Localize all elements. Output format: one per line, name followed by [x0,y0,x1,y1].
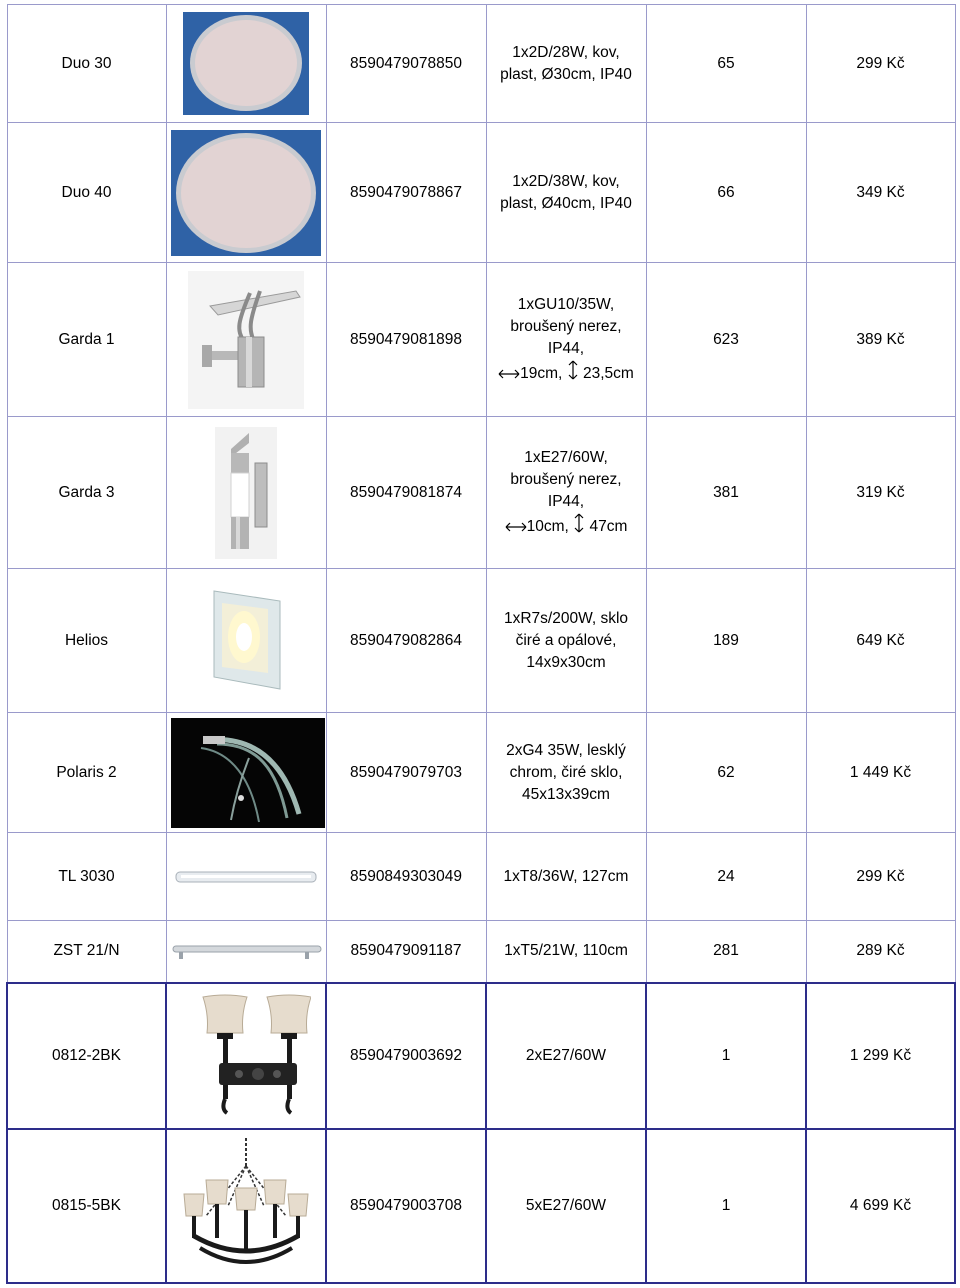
table-row [7,569,955,713]
product-quantity: 65 [646,5,806,123]
product-image [166,263,326,417]
description-line: 2xE27/60W [525,1046,607,1064]
product-image [166,983,326,1129]
product-description [486,921,646,983]
product-name: Duo 30 [7,5,166,123]
product-ean: 8590479081874 [326,417,486,569]
product-image [166,713,326,833]
round-disc-light-image [183,12,309,115]
product-description [486,123,646,263]
description-line: 45x13x39cm [522,785,610,803]
product-name: Garda 3 [7,417,166,569]
product-ean: 8590849303049 [326,833,486,921]
round-disc-light-image [171,130,321,256]
description-line: 2xG4 35W, lesklý [506,741,626,759]
height-value: 23,5cm [583,365,634,382]
width-value: 10cm, [526,518,569,535]
steel-wall-lamp-image [188,271,304,409]
description-line: chrom, čiré sklo, [509,763,623,781]
description-line: 1x2D/38W, kov, [512,172,620,190]
product-name: Polaris 2 [7,713,166,833]
product-name: Garda 1 [7,263,166,417]
product-ean: 8590479078867 [326,123,486,263]
product-price: 389 Kč [806,263,955,417]
chrome-glass-lamp-image [171,718,325,828]
product-image [166,5,326,123]
table-row [7,833,955,921]
product-price: 349 Kč [806,123,955,263]
product-ean: 8590479078850 [326,5,486,123]
description-line: 5xE27/60W [525,1196,607,1214]
table-row [7,983,955,1129]
product-quantity: 66 [646,123,806,263]
tube-light-image [175,870,317,884]
product-name: 0812-2BK [7,983,166,1129]
description-line: 1xGU10/35W, [517,296,615,313]
product-quantity: 381 [646,417,806,569]
description-line: 1xR7s/200W, sklo [503,609,629,627]
product-image [166,1129,326,1283]
product-price: 1 449 Kč [806,713,955,833]
table-row [7,1129,955,1283]
width-arrow-icon [505,521,527,533]
product-description [486,983,646,1129]
glass-wall-lamp-image [206,587,286,695]
product-price: 1 299 Kč [806,983,955,1129]
product-description [486,833,646,921]
product-ean: 8590479082864 [326,569,486,713]
width-value: 19cm, [520,365,563,382]
product-description [486,263,646,417]
product-name: Duo 40 [7,123,166,263]
product-ean: 8590479091187 [326,921,486,983]
product-price: 4 699 Kč [806,1129,955,1283]
product-quantity: 623 [646,263,806,417]
description-line: broušený nerez, IP44, [510,318,622,357]
product-price: 299 Kč [806,5,955,123]
product-price: 299 Kč [806,833,955,921]
product-quantity: 62 [646,713,806,833]
product-name: Helios [7,569,166,713]
width-arrow-icon [498,368,520,380]
product-table [6,4,956,1284]
product-ean: 8590479003708 [326,1129,486,1283]
table-row [7,417,955,569]
product-image [166,921,326,983]
description-line: 1xT5/21W, 110cm [504,942,628,960]
tall-wall-lamp-image [215,427,277,559]
description-line: 14x9x30cm [526,653,606,671]
product-description [486,569,646,713]
product-description [486,417,646,569]
table-row [7,263,955,417]
product-name: ZST 21/N [7,921,166,983]
product-quantity: 1 [646,983,806,1129]
product-image [166,417,326,569]
product-price: 649 Kč [806,569,955,713]
product-ean: 8590479003692 [326,983,486,1129]
table-row [7,123,955,263]
table-row [7,921,955,983]
description-line: plast, Ø40cm, IP40 [500,194,632,212]
height-arrow-icon [567,360,579,380]
product-quantity: 1 [646,1129,806,1283]
product-quantity: 24 [646,833,806,921]
height-value: 47cm [589,518,628,535]
description-line: 1x2D/28W, kov, [512,43,620,61]
product-ean: 8590479081898 [326,263,486,417]
description-line: 1xT8/36W, 127cm [503,867,629,885]
double-iron-wall-lamp-image [181,991,311,1121]
product-image [166,569,326,713]
height-arrow-icon [573,513,585,533]
slim-tube-light-image [171,942,323,960]
product-price: 289 Kč [806,921,955,983]
description-line: broušený nerez, IP44, [510,471,622,510]
product-quantity: 281 [646,921,806,983]
table-row [7,5,955,123]
product-ean: 8590479079703 [326,713,486,833]
product-price: 319 Kč [806,417,955,569]
product-description [486,713,646,833]
description-line: čiré a opálové, [515,631,617,649]
product-description [486,1129,646,1283]
description-line: 1xE27/60W, [524,449,608,466]
product-image [166,833,326,921]
table-row [7,713,955,833]
iron-chandelier-image [176,1136,316,1276]
product-quantity: 189 [646,569,806,713]
description-line: plast, Ø30cm, IP40 [500,65,632,83]
product-description [486,5,646,123]
product-name: TL 3030 [7,833,166,921]
product-image [166,123,326,263]
product-name: 0815-5BK [7,1129,166,1283]
